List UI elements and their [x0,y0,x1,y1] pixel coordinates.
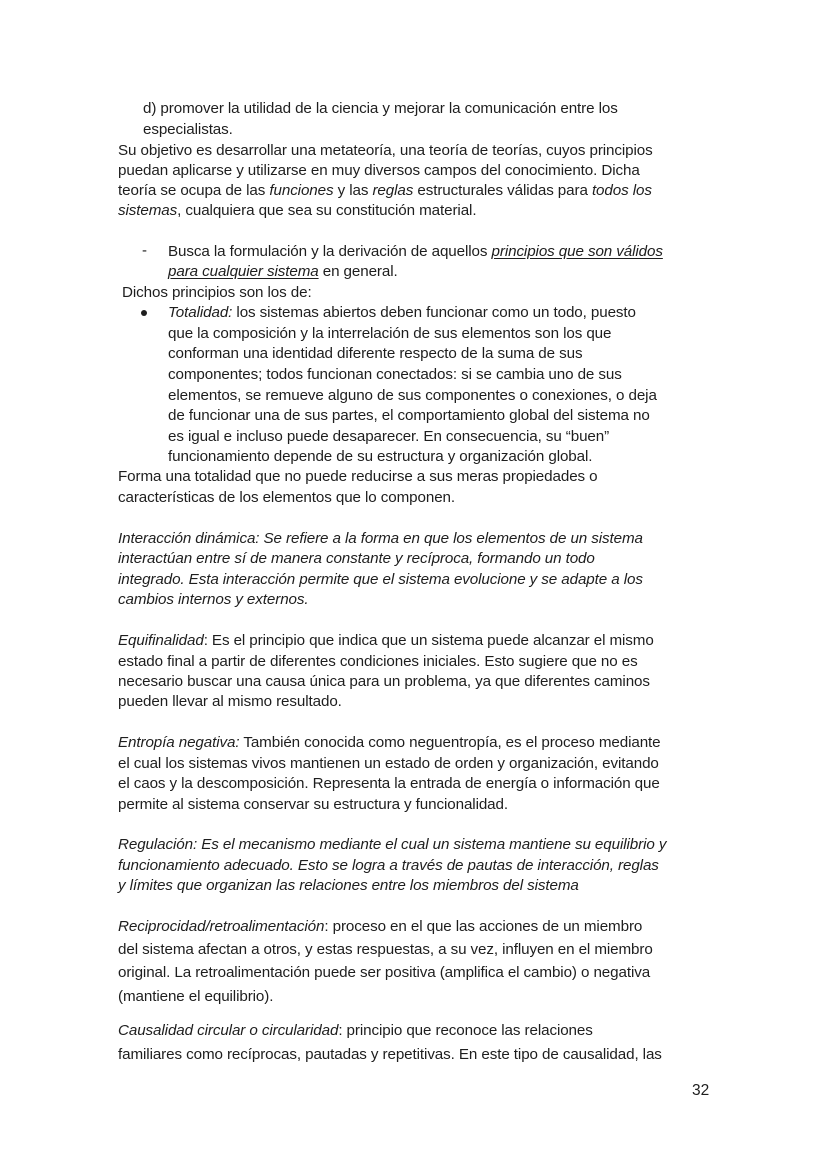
totalidad-line7: es igual e incluso puede desaparecer. En consecuencia, su “buen” [168,428,610,445]
interaccion-line2: interactúan entre sí de manera constante y recíproca, formando un todo [118,550,595,567]
dash-item-line1: Busca la formulación y la derivación de aquellos principios que son válidos [168,243,663,260]
regulacion-line2: funcionamiento adecuado. Esto se logra a través de pautas de interacción, reglas [118,857,659,874]
totalidad-line4: componentes; todos funcionan conectados: si se cambia uno de sus [168,366,622,383]
entropia-line2: el cual los sistemas vivos mantienen un estado de orden y organización, evitando [118,755,659,772]
dash-item-line2: para cualquier sistema en general. [168,263,398,280]
reciprocidad-line1: Reciprocidad/retroalimentación: proceso en el que las acciones de un miembro [118,918,643,935]
interaccion-line4: cambios internos y externos. [118,591,309,608]
objective-line4: sistemas, cualquiera que sea su constitución material. [118,202,477,219]
totalidad-line3: conforman una identidad diferente respecto de la suma de sus [168,345,583,362]
objective-line3: teoría se ocupa de las funciones y las reglas estructurales válidas para todos los [118,182,652,199]
reciprocidad-line3: original. La retroalimentación puede ser positiva (amplifica el cambio) o negativa [118,964,651,981]
totalidad-line2: que la composición y la interrelación de sus elementos son los que [168,325,612,342]
reciprocidad-line2: del sistema afectan a otros, y estas respuestas, a su vez, influyen en el miembro [118,941,653,958]
interaccion-line3: integrado. Esta interacción permite que el sistema evolucione y se adapte a los [118,571,643,588]
entropia-line4: permite al sistema conservar su estructura y funcionalidad. [118,796,508,813]
entropia-line3: el caos y la descomposición. Representa la entrada de energía o información que [118,775,660,792]
page-number: 32 [692,1082,710,1099]
objective-line1: Su objetivo es desarrollar una metateoría, una teoría de teorías, cuyos principios [118,142,653,159]
objective-line2: puedan aplicarse y utilizarse en muy diversos campos del conocimiento. Dicha [118,162,640,179]
totalidad-line8: funcionamiento depende de su estructura y organización global. [168,448,593,465]
totalidad-after-line2: características de los elementos que lo componen. [118,489,456,506]
totalidad-after-line1: Forma una totalidad que no puede reducirse a sus meras propiedades o [118,468,598,485]
bullet-dot-icon [141,310,147,316]
reciprocidad-line4: (mantiene el equilibrio). [118,988,274,1005]
interaccion-line1: Interacción dinámica: Se refiere a la forma en que los elementos de un sistema [118,530,643,547]
regulacion-line1: Regulación: Es el mecanismo mediante el cual un sistema mantiene su equilibrio y [118,836,667,853]
totalidad-line5: elementos, se remueve alguno de sus componentes o conexiones, o deja [168,387,657,404]
causalidad-line1: Causalidad circular o circularidad: principio que reconoce las relaciones [118,1022,593,1039]
entropia-line1: Entropía negativa: También conocida como neguentropía, es el proceso mediante [118,734,661,751]
causalidad-line2: familiares como recíprocas, pautadas y repetitivas. En este tipo de causalidad, las [118,1046,662,1063]
regulacion-line3: y límites que organizan las relaciones entre los miembros del sistema [118,877,579,894]
totalidad-line1: Totalidad: los sistemas abiertos deben funcionar como un todo, puesto [168,304,636,321]
list-item-d-line1: d) promover la utilidad de la ciencia y mejorar la comunicación entre los [143,100,618,117]
equifinalidad-line1: Equifinalidad: Es el principio que indica que un sistema puede alcanzar el mismo [118,632,654,649]
totalidad-line6: de funcionar una de sus partes, el comportamiento global del sistema no [168,407,650,424]
dash-bullet-icon: - [142,242,147,259]
equifinalidad-line4: pueden llevar al mismo resultado. [118,693,342,710]
equifinalidad-line3: necesario buscar una causa única para un problema, ya que diferentes caminos [118,673,650,690]
equifinalidad-line2: estado final a partir de diferentes condiciones iniciales. Esto sugiere que no es [118,653,638,670]
list-item-d-line2: especialistas. [143,121,233,138]
principles-intro: Dichos principios son los de: [122,284,312,301]
